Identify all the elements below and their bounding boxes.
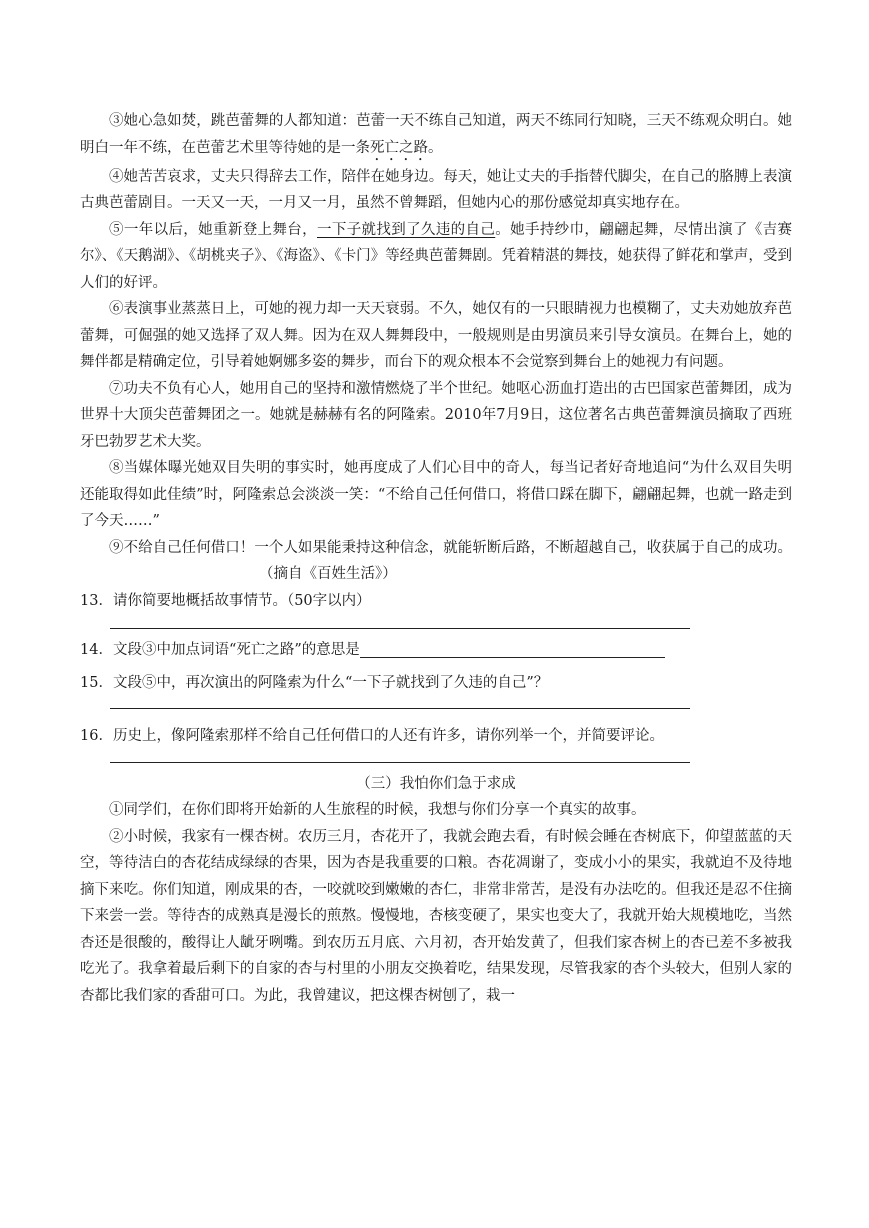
answer-line-15[interactable] — [110, 708, 690, 709]
paragraph-8: ⑧当媒体曝光她双目失明的事实时，她再度成了人们心目中的奇人，每当记者好奇地追问“为什么双目失明还能取得如此佳绩”时，阿隆索总会淡淡一笑：“不给自己任何借口，将借口踩在脚下，翩翩起舞，也就一路走到了今天……” — [80, 460, 792, 529]
paragraph-4: ④她苦苦哀求，丈夫只得辞去工作，陪伴在她身边。每天，她让丈夫的手指替代脚尖，在自己的胳膊上表演古典芭蕾剧目。一天又一天，一月又一月，虽然不曾舞蹈，但她内心的那份感觉却真实地存在。 — [80, 168, 792, 211]
paragraph-9: ⑨不给自己任何借口！一个人如果能秉持这种信念，就能斩断后路，不断超越自己，收获属于自己的成功。（摘自《百姓生活》） — [80, 535, 792, 588]
paragraph-5: ⑤一年以后，她重新登上舞台，一下子就找到了久违的自己。她手持纱巾，翩翩起舞，尽情出演了《吉赛尔》、《天鹅湖》、《胡桃夹子》、《海盗》、《卡门》等经典芭蕾舞剧。凭着精湛的舞技，她获得了鲜花和掌声，受到人们的好评。 — [80, 221, 793, 291]
answer-line-13[interactable] — [110, 628, 690, 629]
section3-paragraph-2: ②小时候，我家有一棵杏树。农历三月，杏花开了，我就会跑去看，有时候会睡在杏树底下，仰望蓝蓝的天空，等待洁白的杏花结成绿绿的杏果，因为杏是我重要的口粮。杏花凋谢了，变成小小的果实，我就迫不及待地摘下来吃。你们知道，刚成果的杏，一咬就咬到嫩嫩的杏仁，非常非常苦，是没有办法吃的。但我还是忍不住摘下来尝一尝。等待杏的成熟真是漫长的煎熬。慢慢地，杏核变硬了，果实也变大了，我就开始大规模地吃，当然杏还是很酸的，酸得让人龇牙咧嘴。到农历五月底、六月初，杏开始发黄了，但我们家杏树上的杏已差不多被我吃光了。我拿着最后剩下的自家的杏与村里的小朋友交换着吃，结果发现，尽管我家的杏个头较大，但别人家的杏都比我们家的香甜可口。为此，我曾建议，把这棵杏树刨了，栽一 — [80, 828, 792, 1004]
question-15: 15．文段⑤中，再次演出的阿隆索为什么“一下子就找到了久违的自己”？ — [80, 674, 549, 691]
paragraph-7: ⑦功夫不负有心人，她用自己的坚持和激情燃烧了半个世纪。她呕心沥血打造出的古巴国家芭蕾舞团，成为世界十大顶尖芭蕾舞团之一。她就是赫赫有名的阿隆索。2010年7月9日，这位著名古典芭蕾舞演员摘取了西班牙巴勃罗艺术大奖。 — [80, 380, 792, 450]
answer-line-16[interactable] — [110, 762, 690, 763]
document-page — [80, 108, 792, 1009]
section3-paragraph-1: ①同学们，在你们即将开始新的人生旅程的时候，我想与你们分享一个真实的故事。 — [109, 802, 646, 818]
question-16: 16．历史上，像阿隆索那样不给自己任何借口的人还有许多，请你列举一个，并简要评论。 — [80, 728, 664, 744]
underlined-phrase: 一下子就找到了久违的自己 — [316, 221, 496, 238]
question-14: 14．文段③中加点词语“死亡之路”的意思是 — [80, 637, 792, 664]
paragraph-3: ③她心急如焚，跳芭蕾舞的人都知道：芭蕾一天不练自己知道，两天不练同行知晓，三天不练观众明白。她明白一年不练，在芭蕾艺术里等待她的是一条死亡之路。 — [80, 113, 792, 156]
answer-line-14[interactable] — [360, 657, 665, 658]
paragraph-6: ⑥表演事业蒸蒸日上，可她的视力却一天天衰弱。不久，她仅有的一只眼睛视力也模糊了，丈夫劝她放弃芭蕾舞，可倔强的她又选择了双人舞。因为在双人舞舞段中，一般规则是由男演员来引导女演员。在舞台上，她的舞伴都是精确定位，引导着她婀娜多姿的舞步，而台下的观众根本不会觉察到舞台上的她视力有问题。 — [80, 301, 792, 370]
source-citation: （摘自《百姓生活》） — [259, 566, 397, 582]
question-13: 13．请你简要地概括故事情节。（50字以内） — [80, 592, 371, 609]
section-title: （三）我怕你们急于求成 — [356, 775, 516, 792]
dotted-phrase: 死亡之路 — [370, 139, 428, 156]
